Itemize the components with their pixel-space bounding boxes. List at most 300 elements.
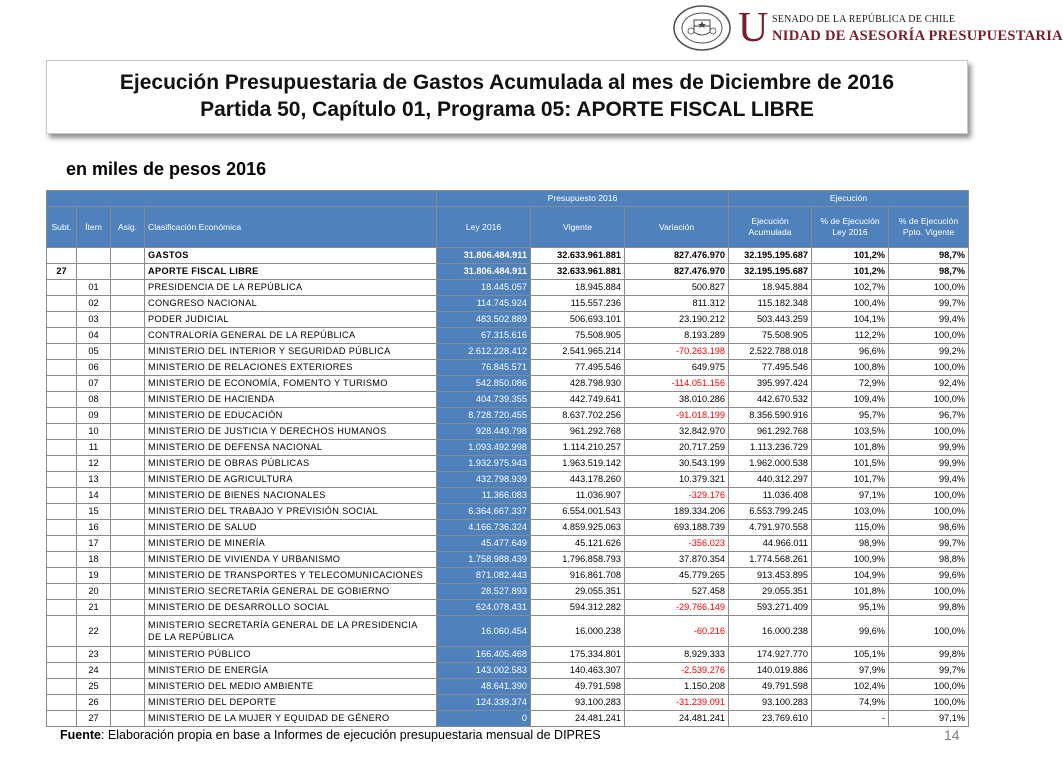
cell-clasificacion: PODER JUDICIAL (145, 312, 437, 328)
cell-vigente: 506.693.101 (531, 312, 625, 328)
table-row (47, 344, 969, 360)
cell-asig (111, 376, 145, 392)
brand-initial: U (738, 5, 769, 51)
cell-item: 27 (77, 711, 111, 727)
cell-vigente: 916.861.708 (531, 568, 625, 584)
col-header-item: Ítem (77, 207, 111, 248)
cell-ley: 45.477.649 (437, 536, 531, 552)
cell-item: 22 (77, 616, 111, 647)
cell-asig (111, 264, 145, 280)
page-title-line1: Ejecución Presupuestaria de Gastos Acumulada al mes de Diciembre de 2016 (119, 71, 895, 94)
cell-vigente: 1.796.858.793 (531, 552, 625, 568)
cell-ejecucion-acumulada: 8.356.590.916 (729, 408, 812, 424)
table-row (47, 440, 969, 456)
cell-pct-ley: 96,6% (812, 344, 889, 360)
cell-vigente: 175.334.801 (531, 647, 625, 663)
cell-pct-vigente: 99,8% (889, 600, 969, 616)
units-subtitle: en miles de pesos 2016 (66, 159, 267, 179)
cell-clasificacion: MINISTERIO DEL MEDIO AMBIENTE (145, 679, 437, 695)
table-row (47, 312, 969, 328)
table-row (47, 504, 969, 520)
cell-clasificacion: MINISTERIO SECRETARÍA GENERAL DE GOBIERNO (145, 584, 437, 600)
cell-item: 20 (77, 584, 111, 600)
cell-vigente: 140.463.307 (531, 663, 625, 679)
cell-clasificacion: MINISTERIO DE ECONOMÍA, FOMENTO Y TURISMO (145, 376, 437, 392)
cell-clasificacion: GASTOS (145, 248, 437, 264)
cell-variacion: 649.975 (625, 360, 729, 376)
cell-ejecucion-acumulada: 174.927.770 (729, 647, 812, 663)
cell-subt (47, 663, 77, 679)
cell-ejecucion-acumulada: 29.055.351 (729, 584, 812, 600)
cell-pct-ley: 101,8% (812, 584, 889, 600)
cell-asig (111, 695, 145, 711)
cell-subt (47, 584, 77, 600)
cell-item: 07 (77, 376, 111, 392)
cell-pct-vigente: 98,8% (889, 552, 969, 568)
cell-ejecucion-acumulada: 11.036.408 (729, 488, 812, 504)
cell-ejecucion-acumulada: 77.495.546 (729, 360, 812, 376)
table-row (47, 360, 969, 376)
table-row (47, 695, 969, 711)
cell-ley: 67.315.616 (437, 328, 531, 344)
cell-pct-vigente: 100,0% (889, 504, 969, 520)
cell-subt (47, 376, 77, 392)
cell-pct-vigente: 100,0% (889, 280, 969, 296)
cell-pct-vigente: 99,9% (889, 456, 969, 472)
cell-vigente: 115.557.236 (531, 296, 625, 312)
cell-clasificacion: MINISTERIO DE ENERGÍA (145, 663, 437, 679)
cell-pct-ley: 98,9% (812, 536, 889, 552)
cell-clasificacion: MINISTERIO DE TRANSPORTES Y TELECOMUNICACIONES (145, 568, 437, 584)
cell-ejecucion-acumulada: 32.195.195.687 (729, 248, 812, 264)
cell-vigente: 29.055.351 (531, 584, 625, 600)
table-row (47, 536, 969, 552)
cell-ley: 483.502.889 (437, 312, 531, 328)
cell-item: 18 (77, 552, 111, 568)
cell-ley: 432.798.939 (437, 472, 531, 488)
cell-vigente: 8.637.702.256 (531, 408, 625, 424)
cell-asig (111, 248, 145, 264)
cell-variacion: 23.190.212 (625, 312, 729, 328)
cell-variacion: 37.870.354 (625, 552, 729, 568)
cell-ley: 31.806.484.911 (437, 264, 531, 280)
cell-item: 11 (77, 440, 111, 456)
cell-clasificacion: MINISTERIO PÚBLICO (145, 647, 437, 663)
cell-clasificacion: MINISTERIO DE EDUCACIÓN (145, 408, 437, 424)
cell-pct-ley: 101,7% (812, 472, 889, 488)
cell-subt (47, 600, 77, 616)
cell-clasificacion: APORTE FISCAL LIBRE (145, 264, 437, 280)
cell-variacion: 8.929.333 (625, 647, 729, 663)
cell-subt (47, 472, 77, 488)
table-row (47, 472, 969, 488)
cell-ley: 1.932.975.943 (437, 456, 531, 472)
group-header-presupuesto: Presupuesto 2016 (437, 191, 729, 207)
cell-pct-ley: 100,4% (812, 296, 889, 312)
cell-pct-vigente: 99,7% (889, 663, 969, 679)
cell-ley: 28.527.893 (437, 584, 531, 600)
cell-clasificacion: MINISTERIO DEL INTERIOR Y SEGURIDAD PÚBLICA (145, 344, 437, 360)
cell-variacion: -114.051.156 (625, 376, 729, 392)
cell-variacion: 827.476.970 (625, 248, 729, 264)
cell-variacion: 811.312 (625, 296, 729, 312)
cell-subt (47, 711, 77, 727)
cell-pct-ley: 103,0% (812, 504, 889, 520)
cell-subt (47, 616, 77, 647)
cell-pct-ley: 100,8% (812, 360, 889, 376)
cell-item: 17 (77, 536, 111, 552)
col-header-ley: Ley 2016 (437, 207, 531, 248)
cell-pct-vigente: 99,7% (889, 296, 969, 312)
cell-pct-vigente: 96,7% (889, 408, 969, 424)
cell-clasificacion: MINISTERIO DE OBRAS PÚBLICAS (145, 456, 437, 472)
cell-pct-vigente: 100,0% (889, 695, 969, 711)
cell-subt (47, 520, 77, 536)
cell-asig (111, 504, 145, 520)
cell-asig (111, 663, 145, 679)
cell-item (77, 248, 111, 264)
cell-subt (47, 647, 77, 663)
cell-item: 15 (77, 504, 111, 520)
cell-asig (111, 360, 145, 376)
cell-item: 23 (77, 647, 111, 663)
cell-subt (47, 296, 77, 312)
cell-clasificacion: MINISTERIO DE RELACIONES EXTERIORES (145, 360, 437, 376)
cell-vigente: 6.554.001.543 (531, 504, 625, 520)
cell-ley: 124.339.374 (437, 695, 531, 711)
table-row (47, 408, 969, 424)
cell-vigente: 4.859.925.063 (531, 520, 625, 536)
cell-pct-vigente: 100,0% (889, 616, 969, 647)
cell-ejecucion-acumulada: 593.271.409 (729, 600, 812, 616)
cell-item: 21 (77, 600, 111, 616)
cell-asig (111, 584, 145, 600)
table-row (47, 647, 969, 663)
cell-ley: 871.082.443 (437, 568, 531, 584)
cell-pct-ley: 104,1% (812, 312, 889, 328)
cell-item (77, 264, 111, 280)
table-row (47, 296, 969, 312)
cell-clasificacion: MINISTERIO SECRETARÍA GENERAL DE LA PRESIDENCIA DE LA REPÚBLICA (145, 616, 437, 647)
cell-pct-ley: 102,7% (812, 280, 889, 296)
cell-subt (47, 456, 77, 472)
table-row (47, 488, 969, 504)
brand-top-text: SENADO DE LA REPÚBLICA DE CHILE (772, 14, 956, 25)
cell-clasificacion: PRESIDENCIA DE LA REPÚBLICA (145, 280, 437, 296)
cell-ejecucion-acumulada: 6.553.799.245 (729, 504, 812, 520)
cell-asig (111, 679, 145, 695)
cell-pct-vigente: 99,4% (889, 472, 969, 488)
table-row (47, 376, 969, 392)
cell-vigente: 1.114.210.257 (531, 440, 625, 456)
cell-pct-ley: 102,4% (812, 679, 889, 695)
cell-subt (47, 568, 77, 584)
cell-item: 08 (77, 392, 111, 408)
group-header-ejecucion: Ejecución (729, 191, 969, 207)
cell-item: 13 (77, 472, 111, 488)
source-footer (60, 728, 601, 742)
cell-ley: 2.612.228.412 (437, 344, 531, 360)
col-header-vigente: Vigente (531, 207, 625, 248)
cell-subt (47, 504, 77, 520)
senate-logo (672, 4, 1063, 52)
cell-ejecucion-acumulada: 44.966.011 (729, 536, 812, 552)
cell-ley: 16.060.454 (437, 616, 531, 647)
table-row (47, 264, 969, 280)
col-header-subt: Subt. (47, 207, 77, 248)
cell-subt (47, 679, 77, 695)
cell-variacion: 38.010.286 (625, 392, 729, 408)
cell-pct-ley: - (812, 711, 889, 727)
cell-vigente: 16.000.238 (531, 616, 625, 647)
cell-item: 04 (77, 328, 111, 344)
table-row (47, 600, 969, 616)
table-body (47, 248, 969, 727)
cell-ejecucion-acumulada: 2.522.788.018 (729, 344, 812, 360)
cell-vigente: 93.100.283 (531, 695, 625, 711)
cell-item: 26 (77, 695, 111, 711)
cell-ejecucion-acumulada: 4.791.970.558 (729, 520, 812, 536)
cell-ejecucion-acumulada: 75.508.905 (729, 328, 812, 344)
cell-ley: 6.364.667.337 (437, 504, 531, 520)
page-title-line2: Partida 50, Capítulo 01, Programa 05: APORTE FISCAL LIBRE (200, 98, 814, 121)
cell-pct-ley: 97,9% (812, 663, 889, 679)
cell-subt (47, 408, 77, 424)
cell-ejecucion-acumulada: 961.292.768 (729, 424, 812, 440)
cell-pct-vigente: 99,7% (889, 536, 969, 552)
cell-variacion: -31.239.091 (625, 695, 729, 711)
cell-pct-ley: 109,4% (812, 392, 889, 408)
brand-main-text: NIDAD DE ASESORÍA PRESUPUESTARIA (772, 28, 1063, 44)
cell-subt (47, 440, 77, 456)
cell-pct-ley: 99,6% (812, 616, 889, 647)
cell-item: 16 (77, 520, 111, 536)
cell-ejecucion-acumulada: 395.997.424 (729, 376, 812, 392)
cell-pct-vigente: 98,7% (889, 248, 969, 264)
cell-ley: 0 (437, 711, 531, 727)
cell-pct-ley: 74,9% (812, 695, 889, 711)
cell-asig (111, 456, 145, 472)
cell-variacion: 500.827 (625, 280, 729, 296)
cell-ley: 48.641.390 (437, 679, 531, 695)
cell-pct-vigente: 99,6% (889, 568, 969, 584)
cell-pct-ley: 72,9% (812, 376, 889, 392)
cell-variacion: 8.193.289 (625, 328, 729, 344)
cell-ley: 1.758.988.439 (437, 552, 531, 568)
table-row (47, 663, 969, 679)
cell-variacion: 30.543.199 (625, 456, 729, 472)
cell-vigente: 49.791.598 (531, 679, 625, 695)
cell-ley: 4.166.736.324 (437, 520, 531, 536)
cell-pct-ley: 95,7% (812, 408, 889, 424)
cell-ejecucion-acumulada: 440.312.297 (729, 472, 812, 488)
cell-ejecucion-acumulada: 1.962.000.538 (729, 456, 812, 472)
cell-asig (111, 280, 145, 296)
cell-subt (47, 328, 77, 344)
table-row (47, 392, 969, 408)
cell-pct-ley: 115,0% (812, 520, 889, 536)
cell-item: 19 (77, 568, 111, 584)
cell-pct-vigente: 98,7% (889, 264, 969, 280)
cell-vigente: 75.508.905 (531, 328, 625, 344)
table-row (47, 616, 969, 647)
page-number: 14 (944, 727, 960, 743)
cell-item: 12 (77, 456, 111, 472)
cell-subt (47, 248, 77, 264)
cell-pct-vigente: 99,8% (889, 647, 969, 663)
cell-item: 24 (77, 663, 111, 679)
cell-asig (111, 488, 145, 504)
cell-variacion: 10.379.321 (625, 472, 729, 488)
cell-ley: 11.366.083 (437, 488, 531, 504)
cell-vigente: 443.178.260 (531, 472, 625, 488)
cell-pct-vigente: 100,0% (889, 584, 969, 600)
cell-item: 02 (77, 296, 111, 312)
cell-clasificacion: MINISTERIO DEL DEPORTE (145, 695, 437, 711)
cell-ley: 31.806.484.911 (437, 248, 531, 264)
cell-ley: 542.850.086 (437, 376, 531, 392)
table-row (47, 520, 969, 536)
cell-subt (47, 552, 77, 568)
cell-ejecucion-acumulada: 913.453.895 (729, 568, 812, 584)
cell-vigente: 32.633.961.881 (531, 264, 625, 280)
cell-asig (111, 440, 145, 456)
cell-ejecucion-acumulada: 16.000.238 (729, 616, 812, 647)
cell-ejecucion-acumulada: 49.791.598 (729, 679, 812, 695)
cell-asig (111, 328, 145, 344)
cell-pct-vigente: 100,0% (889, 392, 969, 408)
col-header-pct-vigente: % de Ejecución Ppto. Vigente (889, 207, 969, 248)
cell-asig (111, 408, 145, 424)
cell-pct-vigente: 100,0% (889, 360, 969, 376)
cell-variacion: -29.766.149 (625, 600, 729, 616)
table-row (47, 711, 969, 727)
table-row (47, 456, 969, 472)
cell-asig (111, 711, 145, 727)
cell-clasificacion: MINISTERIO DE DESARROLLO SOCIAL (145, 600, 437, 616)
cell-variacion: 693.188.739 (625, 520, 729, 536)
cell-subt (47, 424, 77, 440)
cell-ejecucion-acumulada: 93.100.283 (729, 695, 812, 711)
cell-pct-vigente: 99,4% (889, 312, 969, 328)
cell-ejecucion-acumulada: 32.195.195.687 (729, 264, 812, 280)
cell-vigente: 24.481.241 (531, 711, 625, 727)
cell-clasificacion: MINISTERIO DE MINERÍA (145, 536, 437, 552)
cell-pct-vigente: 98,6% (889, 520, 969, 536)
cell-item: 14 (77, 488, 111, 504)
cell-variacion: 45.779.265 (625, 568, 729, 584)
cell-pct-vigente: 99,2% (889, 344, 969, 360)
cell-asig (111, 616, 145, 647)
cell-ejecucion-acumulada: 442.670.532 (729, 392, 812, 408)
cell-variacion: -60.216 (625, 616, 729, 647)
cell-subt (47, 360, 77, 376)
cell-asig (111, 552, 145, 568)
cell-clasificacion: MINISTERIO DE VIVIENDA Y URBANISMO (145, 552, 437, 568)
table-row (47, 280, 969, 296)
cell-variacion: -329.176 (625, 488, 729, 504)
cell-pct-vigente: 100,0% (889, 679, 969, 695)
col-header-clasificacion: Clasificación Económica (145, 207, 437, 248)
cell-variacion: -91.018.199 (625, 408, 729, 424)
cell-pct-vigente: 100,0% (889, 328, 969, 344)
cell-asig (111, 296, 145, 312)
cell-pct-ley: 97,1% (812, 488, 889, 504)
cell-pct-ley: 101,8% (812, 440, 889, 456)
cell-pct-ley: 104,9% (812, 568, 889, 584)
cell-variacion: 189.334.206 (625, 504, 729, 520)
table-row (47, 568, 969, 584)
cell-asig (111, 600, 145, 616)
table-row (47, 328, 969, 344)
cell-asig (111, 568, 145, 584)
cell-item: 06 (77, 360, 111, 376)
table-row (47, 424, 969, 440)
cell-clasificacion: MINISTERIO DE AGRICULTURA (145, 472, 437, 488)
cell-pct-ley: 100,9% (812, 552, 889, 568)
cell-variacion: 32.842.970 (625, 424, 729, 440)
cell-clasificacion: CONTRALORÍA GENERAL DE LA REPÚBLICA (145, 328, 437, 344)
cell-clasificacion: MINISTERIO DEL TRABAJO Y PREVISIÓN SOCIAL (145, 504, 437, 520)
cell-ley: 1.093.492.998 (437, 440, 531, 456)
cell-ejecucion-acumulada: 18.945.884 (729, 280, 812, 296)
cell-ley: 76.845.571 (437, 360, 531, 376)
cell-ley: 143.002.583 (437, 663, 531, 679)
cell-pct-ley: 103,5% (812, 424, 889, 440)
cell-subt (47, 488, 77, 504)
cell-ley: 928.449.798 (437, 424, 531, 440)
cell-vigente: 2.541.965.214 (531, 344, 625, 360)
cell-asig (111, 472, 145, 488)
cell-pct-ley: 101,5% (812, 456, 889, 472)
col-header-asig: Asig. (111, 207, 145, 248)
cell-asig (111, 536, 145, 552)
cell-item: 09 (77, 408, 111, 424)
title-box (46, 60, 968, 134)
col-header-ejecucion-acumulada: Ejecución Acumulada (729, 207, 812, 248)
cell-subt (47, 312, 77, 328)
cell-ley: 18.445.057 (437, 280, 531, 296)
cell-clasificacion: MINISTERIO DE HACIENDA (145, 392, 437, 408)
cell-asig (111, 520, 145, 536)
cell-ley: 404.739.355 (437, 392, 531, 408)
cell-ejecucion-acumulada: 140.019.886 (729, 663, 812, 679)
cell-subt (47, 344, 77, 360)
cell-subt (47, 536, 77, 552)
cell-pct-ley: 95,1% (812, 600, 889, 616)
table-row (47, 552, 969, 568)
header-spacer (47, 191, 437, 207)
cell-ejecucion-acumulada: 1.774.568.261 (729, 552, 812, 568)
cell-vigente: 77.495.546 (531, 360, 625, 376)
cell-pct-ley: 101,2% (812, 248, 889, 264)
footer-label: Fuente (60, 728, 101, 742)
cell-asig (111, 424, 145, 440)
cell-vigente: 18.945.884 (531, 280, 625, 296)
cell-item: 03 (77, 312, 111, 328)
cell-clasificacion: MINISTERIO DE JUSTICIA Y DERECHOS HUMANOS (145, 424, 437, 440)
cell-item: 25 (77, 679, 111, 695)
cell-clasificacion: CONGRESO NACIONAL (145, 296, 437, 312)
cell-asig (111, 344, 145, 360)
cell-vigente: 11.036.907 (531, 488, 625, 504)
cell-ejecucion-acumulada: 23.769.610 (729, 711, 812, 727)
cell-ejecucion-acumulada: 115.182.348 (729, 296, 812, 312)
senate-seal-icon (672, 4, 732, 52)
cell-clasificacion: MINISTERIO DE BIENES NACIONALES (145, 488, 437, 504)
cell-asig (111, 392, 145, 408)
table-row (47, 679, 969, 695)
